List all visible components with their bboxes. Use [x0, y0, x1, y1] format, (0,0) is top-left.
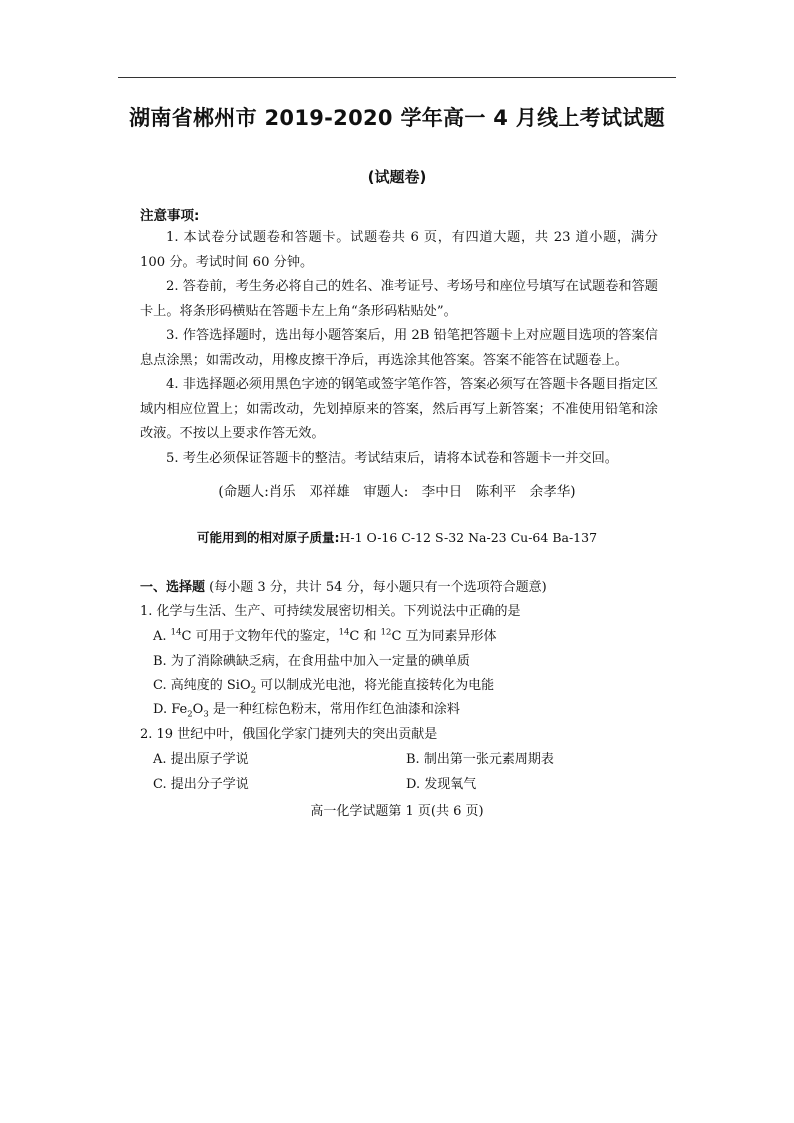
notice-item: 3. 作答选择题时，选出每小题答案后，用 2B 铅笔把答题卡上对应题目选项的答案信息点涂黑；如需改动，用橡皮擦干净后，再选涂其他答案。答案不能答在试题卷上。	[140, 328, 658, 368]
question-1-option-a: A. $^{14}$C 可用于文物年代的鉴定，$^{14}$C 和 $^{12}$C 互为同素异形体	[153, 627, 497, 644]
atomic-masses-label: 可能用到的相对原子质量:	[196, 530, 340, 545]
top-rule	[118, 77, 676, 78]
page-footer: 高一化学试题第 1 页(共 6 页)	[310, 804, 484, 819]
section-title: 一、选择题	[140, 580, 206, 595]
atomic-masses	[0, 528, 794, 546]
question-2-stem: 2. 19 世纪中叶，俄国化学家门捷列夫的突出贡献是	[140, 727, 438, 742]
question-2-option-d: D. 发现氧气	[406, 777, 477, 792]
question-1-option-d: D. $Fe_2O_3$ 是一种红棕色粉末，常用作红色油漆和涂料	[153, 702, 460, 720]
question-1-option-b: B. 为了消除碘缺乏病，在食用盐中加入一定量的碘单质	[153, 654, 470, 669]
notice-item: 5. 考生必须保证答题卡的整洁。考试结束后，请将本试卷和答题卡一并交回。	[166, 450, 618, 466]
notice-heading: 注意事项:	[140, 208, 200, 224]
question-2-option-a: A. 提出原子学说	[153, 752, 249, 767]
notice-item: 1. 本试卷分试题卷和答题卡。试题卷共 6 页，有四道大题，共 23 道小题，满分 100 分。考试时间 60 分钟。	[140, 230, 658, 270]
question-1-option-c: C. 高纯度的 SiO$_2$ 可以制成光电池，将光能直接转化为电能	[153, 678, 495, 696]
question-2-option-c: C. 提出分子学说	[153, 777, 249, 792]
notice-list	[140, 226, 658, 471]
section-heading	[140, 576, 547, 595]
question-2-option-b: B. 制出第一张元素周期表	[406, 752, 554, 767]
notice-item: 2. 答卷前，考生务必将自己的姓名、准考证号、考场号和座位号填写在试题卷和答题卡上。将条形码横贴在答题卡左上角“条形码粘贴处”。	[140, 279, 658, 319]
section-note: (每小题 3 分，共计 54 分，每小题只有一个选项符合题意)	[209, 580, 547, 595]
page-title: 湖南省郴州市 2019-2020 学年高一 4 月线上考试试题	[129, 106, 665, 130]
page-subtitle: (试题卷)	[367, 168, 427, 186]
authors-line: (命题人:肖乐 邓祥雄 审题人: 李中日 陈利平 余孝华)	[218, 484, 576, 500]
atomic-masses-values: H-1 O-16 C-12 S-32 Na-23 Cu-64 Ba-137	[339, 530, 598, 545]
notice-item: 4. 非选择题必须用黑色字迹的钢笔或签字笔作答，答案必须写在答题卡各题目指定区域内相应位置上；如需改动，先划掉原来的答案，然后再写上新答案；不准使用铅笔和涂改液。不按以上要求作答无效。	[140, 377, 658, 441]
question-1-stem: 1. 化学与生活、生产、可持续发展密切相关。下列说法中正确的是	[140, 604, 521, 619]
